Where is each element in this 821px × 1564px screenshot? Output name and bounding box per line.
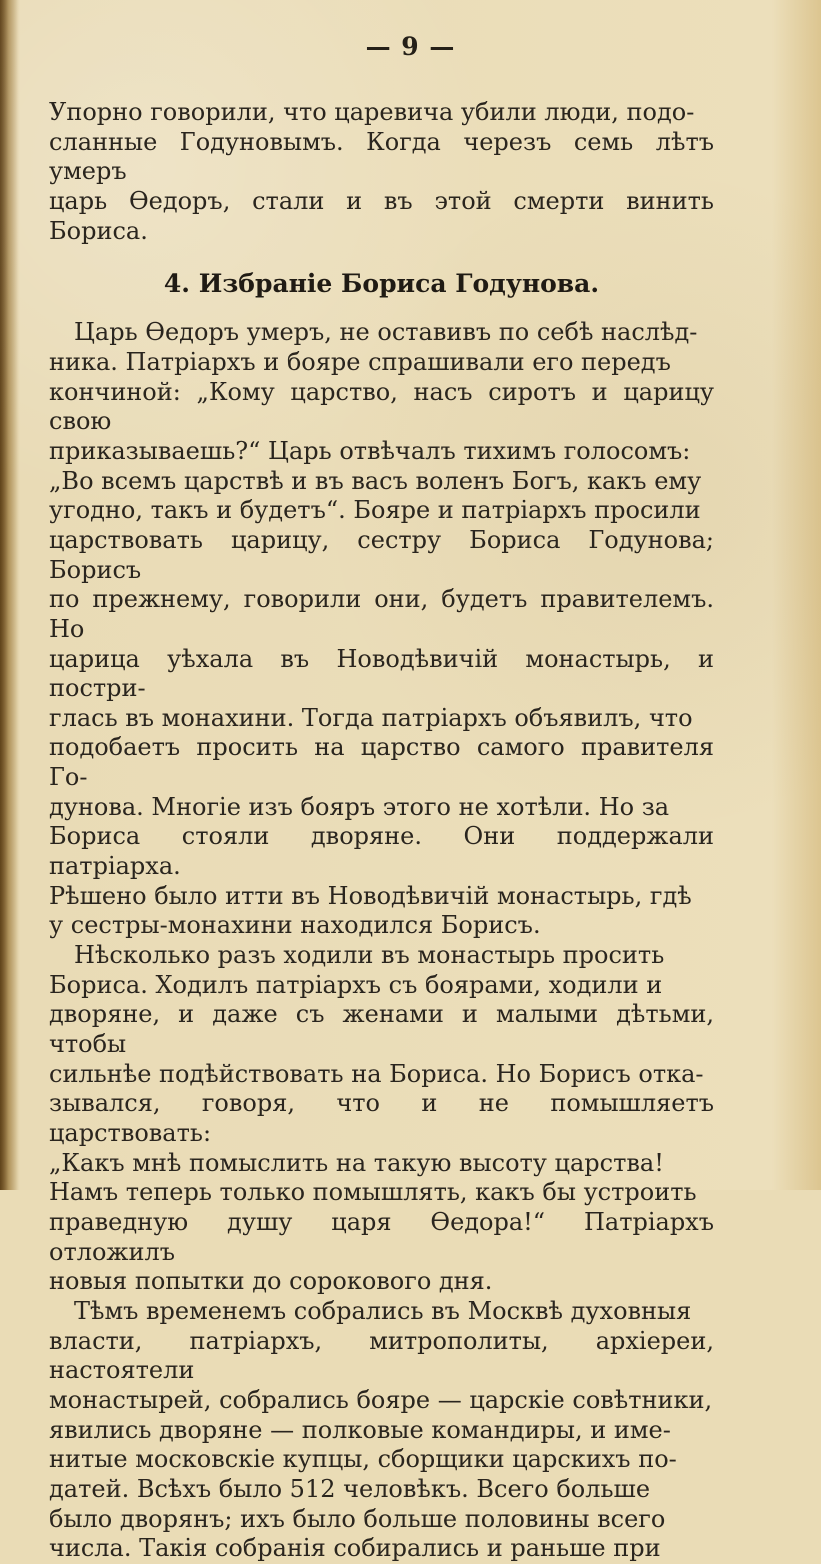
opening-paragraph: Упорно говорили, что царевича убили люди, подо- сланные Годуновымъ. Когда черезъ семь лѣтъ умеръ царь Ѳедоръ, стали и въ этой смерти винить Бориса.	[49, 98, 714, 245]
paragraph-1: Царь Ѳедоръ умеръ, не оставивъ по себѣ наслѣд- ника. Патріархъ и бояре спрашивали его передъ кончиной: „Кому царство, насъ сиротъ и царицу свою приказываешь?“ Царь отвѣчалъ тихимъ голосомъ: „Во всемъ царствѣ и въ васъ воленъ Богъ, какъ ему угодно, такъ и будетъ“. Бояре и патріархъ просили царствовать царицу, сестру Бориса Годунова; Борисъ по прежнему, говорили они, будетъ правителемъ. Но царица уѣхала въ Новодѣвичій монастырь, и постри- глась въ монахини. Тогда патріархъ объявилъ, что подобаетъ просить на царство самого правителя Го- дунова. Многіе изъ бояръ этого не хотѣли. Но за Бориса стояли дворяне. Они поддержали патріарха. Рѣшено было итти въ Новодѣвичій монастырь, гдѣ у сестры-монахини находился Борисъ.	[49, 318, 714, 940]
section-heading: 4. Избраніе Бориса Годунова.	[163, 269, 600, 299]
paragraph-2: Нѣсколько разъ ходили въ монастырь просить Бориса. Ходилъ патріархъ съ боярами, ходили и дворяне, и даже съ женами и малыми дѣтьми, чтобы сильнѣе подѣйствовать на Бориса. Но Борисъ отка- зывался, говоря, что и не помышляетъ царствовать: „Какъ мнѣ помыслить на такую высоту царства! Намъ теперь только помышлять, какъ бы устроить праведную душу царя Ѳедора!“ Патріархъ отложилъ новыя попытки до сорокового дня.	[49, 941, 714, 1296]
binding-shadow	[0, 0, 18, 1190]
page-number: — 9 —	[365, 32, 456, 61]
page-body	[49, 98, 714, 1564]
paragraph-3: Тѣмъ временемъ собрались въ Москвѣ духовныя власти, патріархъ, митрополиты, архіереи, настоятели монастырей, собрались бояре — царскіе совѣтники, явились дворяне — полковые командиры, и име- нитые московскіе купцы, сборщики царскихъ по- датей. Всѣхъ было 512 человѣкъ. Всего больше было дворянъ; ихъ было больше половины всего числа. Такія собранія собирались и раньше при	[49, 1296, 714, 1563]
